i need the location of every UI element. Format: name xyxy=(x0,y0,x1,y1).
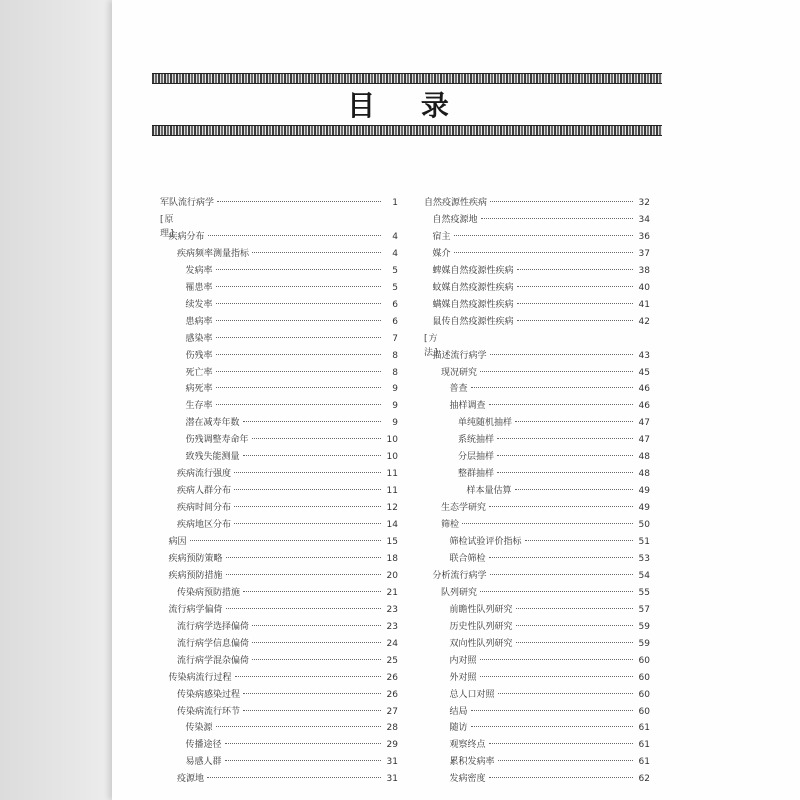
toc-page-number: 36 xyxy=(638,231,650,242)
toc-entry-title: 疾病地区分布 xyxy=(177,520,232,531)
toc-page-number: 9 xyxy=(392,384,398,395)
toc-entry[interactable] xyxy=(467,484,651,498)
toc-entry[interactable] xyxy=(186,298,399,312)
toc-page-number: 48 xyxy=(638,452,650,463)
toc-entry-title: 流行病学混杂偏倚 xyxy=(177,655,250,666)
toc-entry-title: 描述流行病学 xyxy=(432,350,487,361)
toc-page-number: 4 xyxy=(392,231,398,242)
toc-entry[interactable] xyxy=(433,230,651,244)
toc-entry-title: 鼠传自然疫源性疾病 xyxy=(432,316,514,327)
decorative-border-bottom xyxy=(152,125,662,136)
toc-entry-title: 螨媒自然疫源性疾病 xyxy=(432,299,514,310)
toc-page-number: 14 xyxy=(386,520,398,531)
dot-leader xyxy=(216,726,381,727)
toc-entry[interactable] xyxy=(450,399,651,413)
dot-leader xyxy=(462,523,633,524)
dot-leader xyxy=(517,303,633,304)
dot-leader xyxy=(226,557,381,558)
toc-entry-title: 疾病流行强度 xyxy=(177,469,232,480)
dot-leader xyxy=(516,642,633,643)
toc-entry-title: 潜在减寿年数 xyxy=(185,418,240,429)
toc-entry-title: 累积发病率 xyxy=(449,757,495,768)
toc-entry-title: 病因 xyxy=(168,537,187,547)
toc-page-number: 48 xyxy=(638,469,650,480)
toc-page-number: 46 xyxy=(638,401,650,412)
toc-entry[interactable] xyxy=(450,620,651,634)
toc-page-number: 4 xyxy=(392,248,398,259)
toc-entry-title: 疾病预防措施 xyxy=(168,570,223,581)
toc-page-number: 21 xyxy=(386,587,398,598)
toc-page-number: 59 xyxy=(638,621,650,632)
dot-leader xyxy=(489,404,633,405)
toc-entry-title: 系统抽样 xyxy=(458,435,495,446)
dot-leader xyxy=(497,472,633,473)
toc-section-heading: [ 原理 ] xyxy=(160,213,174,227)
toc-entry[interactable] xyxy=(169,230,399,244)
dot-leader xyxy=(243,455,381,456)
toc-entry-title: 蚊媒自然疫源性疾病 xyxy=(432,282,514,293)
toc-entry[interactable] xyxy=(433,298,651,312)
dot-leader xyxy=(489,557,633,558)
toc-page-number: 18 xyxy=(386,553,398,564)
toc-entry[interactable] xyxy=(186,382,399,396)
toc-entry[interactable] xyxy=(177,654,398,668)
toc-entry-title: 整群抽样 xyxy=(458,469,495,480)
toc-entry[interactable] xyxy=(186,349,399,363)
page-title: 目 录 xyxy=(347,89,467,122)
dot-leader xyxy=(216,303,381,304)
toc-entry-title: 随访 xyxy=(449,723,468,734)
dot-leader xyxy=(216,387,381,388)
toc-entry[interactable] xyxy=(450,738,651,752)
toc-entry-title: 续发率 xyxy=(185,299,213,310)
dot-leader xyxy=(216,269,381,270)
toc-page-number: 45 xyxy=(638,367,650,378)
dot-leader xyxy=(517,320,633,321)
toc-section-heading: [ 方法 ] xyxy=(424,332,438,346)
dot-leader xyxy=(516,608,633,609)
toc-entry[interactable] xyxy=(177,467,398,481)
toc-entry-title: 样本量估算 xyxy=(466,486,512,497)
toc-page-number: 11 xyxy=(386,469,398,480)
toc-entry-title: 疾病人群分布 xyxy=(177,486,232,497)
toc-page-number: 27 xyxy=(386,706,398,717)
toc-entry[interactable] xyxy=(450,721,651,735)
toc-entry[interactable] xyxy=(441,586,650,600)
toc-entry-title: 传染病感染过程 xyxy=(177,689,241,700)
toc-entry-title: 病死率 xyxy=(185,384,213,395)
toc-entry-title: 发病密度 xyxy=(449,774,486,785)
toc-page-number: 43 xyxy=(638,350,650,361)
toc-entry[interactable] xyxy=(169,671,399,685)
dot-leader xyxy=(225,743,381,744)
toc-entry-title: 传染病流行过程 xyxy=(168,672,232,683)
dot-leader xyxy=(252,659,381,660)
toc-entry[interactable] xyxy=(169,569,399,583)
dot-leader xyxy=(517,286,633,287)
toc-entry-title: 流行病学信息偏倚 xyxy=(177,638,250,649)
toc-entry[interactable] xyxy=(186,366,399,380)
dot-leader xyxy=(454,235,633,236)
toc-entry-title: 内对照 xyxy=(449,655,477,666)
toc-entry[interactable] xyxy=(450,535,651,549)
dot-leader xyxy=(243,693,381,694)
toc-entry[interactable] xyxy=(186,755,399,769)
toc-entry-title: 总人口对照 xyxy=(449,689,495,700)
toc-entry[interactable] xyxy=(177,501,398,515)
toc-entry[interactable] xyxy=(433,247,651,261)
toc-entry[interactable] xyxy=(160,196,398,210)
toc-entry-title: 死亡率 xyxy=(185,367,213,378)
toc-entry[interactable] xyxy=(177,637,398,651)
toc-entry-title: 历史性队列研究 xyxy=(449,621,513,632)
toc-entry-title: 宿主 xyxy=(432,231,451,242)
toc-entry-title: 生存率 xyxy=(185,401,213,412)
toc-entry-title: 抽样调查 xyxy=(449,401,486,412)
toc-page-number: 9 xyxy=(392,401,398,412)
toc-entry[interactable] xyxy=(177,620,398,634)
toc-page-number: 23 xyxy=(386,621,398,632)
toc-entry-title: 队列研究 xyxy=(441,587,478,598)
toc-page-number: 9 xyxy=(392,418,398,429)
toc-page-number: 1 xyxy=(392,198,398,208)
toc-entry[interactable] xyxy=(177,705,398,719)
dot-leader xyxy=(225,760,381,761)
dot-leader xyxy=(226,608,381,609)
dot-leader xyxy=(252,625,381,626)
toc-page-number: 37 xyxy=(638,248,650,259)
toc-page-number: 47 xyxy=(638,418,650,429)
toc-entry-title: 观察终点 xyxy=(449,740,486,751)
toc-entry[interactable] xyxy=(458,416,650,430)
toc-page-number: 53 xyxy=(638,553,650,564)
toc-entry[interactable] xyxy=(441,366,650,380)
toc-entry[interactable] xyxy=(450,382,651,396)
dot-leader xyxy=(471,710,633,711)
dot-leader xyxy=(216,337,381,338)
toc-page-number: 42 xyxy=(638,316,650,327)
dot-leader xyxy=(216,371,381,372)
dot-leader xyxy=(234,472,381,473)
toc-entry-title: 疾病分布 xyxy=(168,231,205,242)
toc-entry[interactable] xyxy=(450,603,651,617)
toc-entry[interactable] xyxy=(186,399,399,413)
toc-page-number: 49 xyxy=(638,486,650,497)
dot-leader xyxy=(454,252,633,253)
dot-leader xyxy=(207,777,381,778)
toc-page-number: 15 xyxy=(386,537,398,547)
toc-page-number: 51 xyxy=(638,537,650,547)
toc-entry-title: 前瞻性队列研究 xyxy=(449,604,513,615)
dot-leader xyxy=(243,421,381,422)
toc-entry-title: 患病率 xyxy=(185,316,213,327)
dot-leader xyxy=(216,404,381,405)
toc-entry-title: 外对照 xyxy=(449,672,477,683)
toc-page-number: 31 xyxy=(386,774,398,785)
toc-page-number: 24 xyxy=(386,638,398,649)
dot-leader xyxy=(226,574,381,575)
toc-entry[interactable] xyxy=(433,315,651,329)
toc-page-number: 29 xyxy=(386,740,398,751)
toc-entry[interactable] xyxy=(169,535,399,549)
toc-entry[interactable] xyxy=(433,213,651,227)
toc-entry-title: 生态学研究 xyxy=(441,503,487,514)
toc-entry[interactable] xyxy=(433,281,651,295)
dot-leader xyxy=(235,676,381,677)
toc-entry[interactable] xyxy=(177,772,398,786)
toc-entry-title: 罹患率 xyxy=(185,282,213,293)
dot-leader xyxy=(515,421,633,422)
toc-page-number: 61 xyxy=(638,740,650,751)
toc-entry-title: 伤残调整寿命年 xyxy=(185,435,249,446)
toc-page-number: 12 xyxy=(386,503,398,514)
toc-entry[interactable] xyxy=(177,586,398,600)
dot-leader xyxy=(525,540,633,541)
toc-entry[interactable] xyxy=(450,671,651,685)
toc-entry-title: 传染源 xyxy=(185,723,213,734)
toc-entry[interactable] xyxy=(441,518,650,532)
toc-page-number: 26 xyxy=(386,672,398,683)
dot-leader xyxy=(480,659,633,660)
dot-leader xyxy=(243,710,381,711)
dot-leader xyxy=(216,286,381,287)
toc-entry-title: 传染病预防措施 xyxy=(177,587,241,598)
toc-entry-title: 联合筛检 xyxy=(449,553,486,564)
toc-page-number: 61 xyxy=(638,723,650,734)
dot-leader xyxy=(497,455,633,456)
toc-page-number: 25 xyxy=(386,655,398,666)
toc-entry-title: 蜱媒自然疫源性疾病 xyxy=(432,265,514,276)
toc-page-number: 60 xyxy=(638,706,650,717)
toc-page-number: 6 xyxy=(392,316,398,327)
toc-entry-title: 易感人群 xyxy=(185,757,222,768)
toc-entry[interactable] xyxy=(186,315,399,329)
toc-entry-title: 军队流行病学 xyxy=(160,198,215,208)
dot-leader xyxy=(471,387,633,388)
toc-entry[interactable] xyxy=(169,552,399,566)
dot-leader xyxy=(490,354,633,355)
toc-entry-title: 分析流行病学 xyxy=(432,570,487,581)
toc-entry[interactable] xyxy=(177,518,398,532)
toc-entry[interactable] xyxy=(450,705,651,719)
dot-leader xyxy=(489,777,633,778)
toc-entry[interactable] xyxy=(186,281,399,295)
toc-entry[interactable] xyxy=(186,450,399,464)
toc-page-number: 7 xyxy=(392,333,398,344)
toc-page-number: 28 xyxy=(386,723,398,734)
dot-leader xyxy=(489,743,633,744)
toc-page-number: 50 xyxy=(638,520,650,531)
dot-leader xyxy=(234,523,381,524)
toc-page-number: 23 xyxy=(386,604,398,615)
toc-entry-title: 双向性队列研究 xyxy=(449,638,513,649)
dot-leader xyxy=(243,591,381,592)
toc-page-number: 31 xyxy=(386,757,398,768)
toc-entry-title: 传播途径 xyxy=(185,740,222,751)
dot-leader xyxy=(252,252,381,253)
toc-page-number: 57 xyxy=(638,604,650,615)
toc-entry-title: 自然疫源性疾病 xyxy=(424,198,488,208)
toc-entry[interactable] xyxy=(433,264,651,278)
toc-page-number: 60 xyxy=(638,655,650,666)
toc-page-number: 60 xyxy=(638,689,650,700)
toc-entry[interactable] xyxy=(433,349,651,363)
toc-entry[interactable] xyxy=(177,688,398,702)
toc-entry-title: 传染病流行环节 xyxy=(177,706,241,717)
dot-leader xyxy=(480,371,633,372)
toc-page-number: 34 xyxy=(638,214,650,225)
toc-page-number: 20 xyxy=(386,570,398,581)
toc-page-number: 10 xyxy=(386,435,398,446)
toc-entry-title: 现况研究 xyxy=(441,367,478,378)
toc-entry-title: 普查 xyxy=(449,384,468,395)
toc-entry-title: 分层抽样 xyxy=(458,452,495,463)
toc-page-number: 5 xyxy=(392,282,398,293)
toc-page-number: 38 xyxy=(638,265,650,276)
toc-page-number: 61 xyxy=(638,757,650,768)
dot-leader xyxy=(252,438,381,439)
toc-entry-title: 筛检试验评价指标 xyxy=(449,537,522,547)
dot-leader xyxy=(480,676,633,677)
dot-leader xyxy=(517,269,633,270)
dot-leader xyxy=(216,354,381,355)
dot-leader xyxy=(190,540,381,541)
dot-leader xyxy=(234,506,381,507)
toc-entry[interactable] xyxy=(458,433,650,447)
dot-leader xyxy=(497,438,633,439)
toc-entry[interactable] xyxy=(433,569,651,583)
toc-page-number: 49 xyxy=(638,503,650,514)
toc-entry[interactable] xyxy=(450,755,651,769)
toc-entry[interactable] xyxy=(450,772,651,786)
toc-page-number: 54 xyxy=(638,570,650,581)
toc-entry-title: 结局 xyxy=(449,706,468,717)
toc-entry-title: 疾病频率测量指标 xyxy=(177,248,250,259)
toc-entry[interactable] xyxy=(186,721,399,735)
toc-page-number: 6 xyxy=(392,299,398,310)
toc-entry-title: 筛检 xyxy=(441,520,460,531)
toc-page-number: 62 xyxy=(638,774,650,785)
toc-entry[interactable] xyxy=(186,433,399,447)
toc-entry-title: 流行病学偏倚 xyxy=(168,604,223,615)
toc-page-number: 26 xyxy=(386,689,398,700)
toc-entry[interactable] xyxy=(186,264,399,278)
toc-page-number: 46 xyxy=(638,384,650,395)
toc-entry-title: 疫源地 xyxy=(177,774,205,785)
dot-leader xyxy=(481,218,633,219)
toc-entry-title: 自然疫源地 xyxy=(432,214,478,225)
toc-entry-title: 伤残率 xyxy=(185,350,213,361)
toc-page-number: 8 xyxy=(392,367,398,378)
toc-page-number: 5 xyxy=(392,265,398,276)
toc-entry[interactable] xyxy=(169,603,399,617)
toc-entry-title: 致残失能测量 xyxy=(185,452,240,463)
toc-entry[interactable] xyxy=(186,738,399,752)
toc-entry-title: 发病率 xyxy=(185,265,213,276)
dot-leader xyxy=(490,201,633,202)
toc-entry[interactable] xyxy=(186,416,399,430)
toc-entry-title: 单纯随机抽样 xyxy=(458,418,513,429)
toc-entry-title: 疾病时间分布 xyxy=(177,503,232,514)
toc-page-number: 40 xyxy=(638,282,650,293)
dot-leader xyxy=(515,489,633,490)
dot-leader xyxy=(208,235,381,236)
page-gutter xyxy=(0,0,118,800)
decorative-border-top xyxy=(152,73,662,84)
dot-leader xyxy=(498,693,633,694)
dot-leader xyxy=(498,760,633,761)
dot-leader xyxy=(490,574,633,575)
toc-page-number: 59 xyxy=(638,638,650,649)
dot-leader xyxy=(471,726,633,727)
toc-entry[interactable] xyxy=(177,484,398,498)
toc-entry-title: 流行病学选择偏倚 xyxy=(177,621,250,632)
toc-entry[interactable] xyxy=(424,196,650,210)
toc-entry[interactable] xyxy=(177,247,398,261)
toc-entry-title: 媒介 xyxy=(432,248,451,259)
toc-page-number: 55 xyxy=(638,587,650,598)
toc-page-number: 10 xyxy=(386,452,398,463)
toc-page-number: 8 xyxy=(392,350,398,361)
toc-page-number: 41 xyxy=(638,299,650,310)
dot-leader xyxy=(516,625,633,626)
toc-entry[interactable] xyxy=(450,637,651,651)
dot-leader xyxy=(234,489,381,490)
toc-entry-title: 疾病预防策略 xyxy=(168,553,223,564)
toc-page-number: 32 xyxy=(638,198,650,208)
toc-entry[interactable] xyxy=(450,688,651,702)
toc-entry[interactable] xyxy=(441,501,650,515)
toc-page-number: 47 xyxy=(638,435,650,446)
toc-page-number: 11 xyxy=(386,486,398,497)
dot-leader xyxy=(217,201,381,202)
dot-leader xyxy=(480,591,633,592)
dot-leader xyxy=(216,320,381,321)
toc-page-number: 60 xyxy=(638,672,650,683)
toc-entry[interactable] xyxy=(450,654,651,668)
dot-leader xyxy=(252,642,381,643)
toc-entry[interactable] xyxy=(458,450,650,464)
toc-entry[interactable] xyxy=(458,467,650,481)
toc-entry[interactable] xyxy=(186,332,399,346)
dot-leader xyxy=(489,506,633,507)
toc-entry[interactable] xyxy=(450,552,651,566)
toc-entry-title: 感染率 xyxy=(185,333,213,344)
